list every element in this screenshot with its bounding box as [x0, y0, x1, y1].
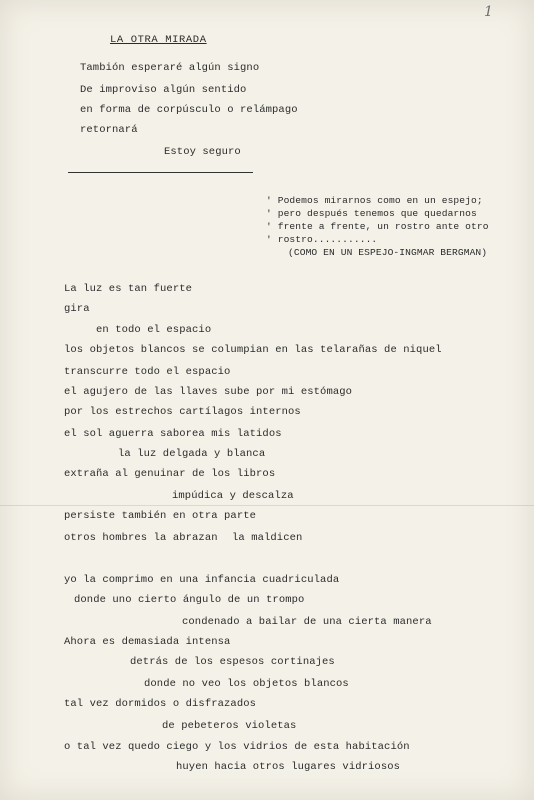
poem-line: por los estrechos cartílagos internos	[64, 406, 301, 418]
poem-line: detrás de los espesos cortinajes	[130, 656, 335, 668]
epigraph-line: ' frente a frente, un rostro ante otro	[266, 221, 489, 232]
epigraph-line: ' rostro...........	[266, 234, 378, 245]
poem-line: el sol aguerra saborea mis latidos	[64, 428, 282, 440]
poem-line: extraña al genuinar de los libros	[64, 468, 276, 480]
poem-line: la maldicen	[232, 532, 303, 544]
epigraph-attribution: (COMO EN UN ESPEJO-INGMAR BERGMAN)	[288, 247, 488, 258]
poem-line: en todo el espacio	[96, 324, 212, 336]
intro-line: Tambión esperaré algún signo	[80, 62, 260, 74]
poem-line: huyen hacia otros lugares vidriosos	[176, 761, 401, 773]
poem-line: La luz es tan fuerte	[64, 283, 193, 295]
poem-line: el agujero de las llaves sube por mi estómago	[64, 386, 353, 398]
poem-line: impúdica y descalza	[172, 490, 294, 502]
poem-line: la luz delgada y blanca	[118, 448, 266, 460]
poem-line: condenado a bailar de una cierta manera	[182, 616, 432, 628]
poem-line: o tal vez quedo ciego y los vidrios de esta habitación	[64, 741, 410, 753]
poem-line: donde uno cierto ángulo de un trompo	[74, 594, 305, 606]
poem-line: otros hombres la abrazan	[64, 532, 218, 544]
intro-line: De improviso algún sentido	[80, 84, 247, 96]
poem-line: Ahora es demasiada intensa	[64, 636, 231, 648]
poem-line: persiste también en otra parte	[64, 510, 257, 522]
poem-line: yo la comprimo en una infancia cuadriculada	[64, 574, 340, 586]
poem-line: transcurre todo el espacio	[64, 366, 231, 378]
separator-rule	[68, 172, 253, 173]
intro-line-end: Estoy seguro	[164, 146, 241, 158]
poem-line: tal vez dormidos o disfrazados	[64, 698, 257, 710]
intro-line: en forma de corpúsculo o relámpago	[80, 104, 298, 116]
poem-line: los objetos blancos se columpian en las telarañas de niquel	[64, 344, 442, 356]
poem-title: LA OTRA MIRADA	[110, 34, 207, 46]
paper-fold	[0, 505, 534, 506]
page-number: 1	[484, 4, 493, 20]
epigraph-line: ' Podemos mirarnos como en un espejo;	[266, 195, 483, 206]
poem-line: de pebeteros violetas	[162, 720, 297, 732]
poem-line: gira	[64, 303, 90, 315]
epigraph-line: ' pero después tenemos que quedarnos	[266, 208, 477, 219]
poem-line: donde no veo los objetos blancos	[144, 678, 349, 690]
intro-line: retornará	[80, 124, 138, 136]
